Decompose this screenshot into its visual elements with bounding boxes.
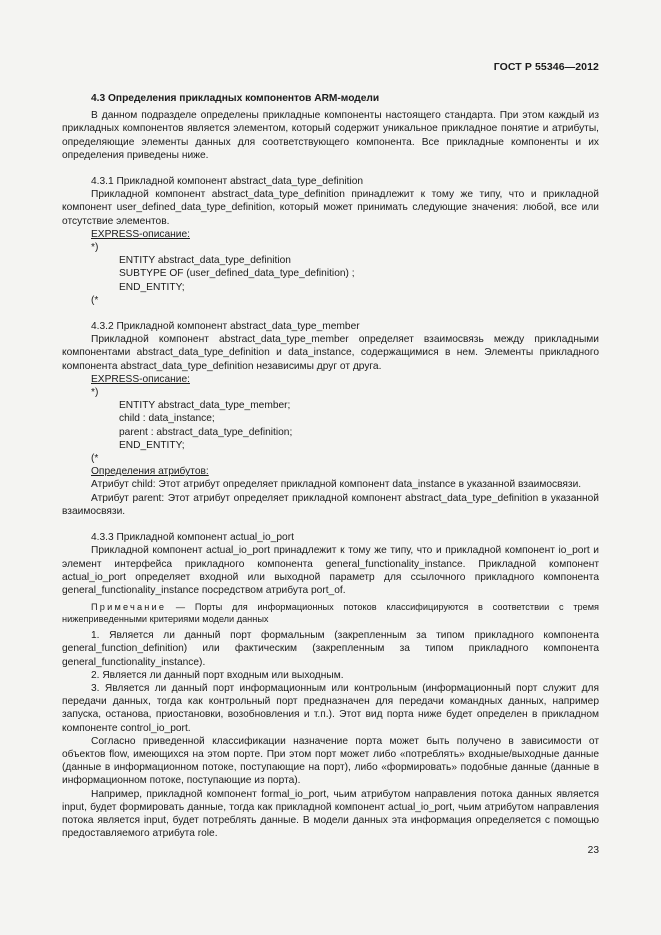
code-open-431: *) <box>91 242 99 254</box>
code-line-432-1: ENTITY abstract_data_type_member; <box>119 400 291 412</box>
code-close-431: (* <box>91 294 99 306</box>
note-text: — Порты для информационных потоков классифицируются в соответствии с тремя нижеприведенными критериями модели данных <box>62 602 599 625</box>
list-item-3: 3. Является ли данный порт информационным или контрольным (информационный порт служит для передачи данных, тогда как контрольный порт предназначен для передачи командных данных, например запуска, останова, приостановки, возобновления и т.п.). Этот вид порта ниже будет определен в прикладном компоненте control_io_port. <box>62 682 599 734</box>
express-label-431: EXPRESS-описание: <box>91 228 190 240</box>
express-label-432: EXPRESS-описание: <box>91 373 190 385</box>
attribute-child: Атрибут child: Этот атрибут определяет прикладной компонент data_instance в указанной взаимосвязи. <box>91 479 582 491</box>
paragraph-classification: Согласно приведенной классификации назначение порта может быть получено в зависимости от объектов flow, имеющихся на этом порте. При этом порт может либо «потреблять» входные/выходные данные (данные в информационном потоке, поступающие на порт), либо «формировать» подобные данные (данные в информационном потоке, поступающие из порта). <box>62 735 599 787</box>
code-line-431-3: END_ENTITY; <box>119 281 185 293</box>
note-label: Примечание <box>91 602 167 613</box>
section-intro: В данном подразделе определены прикладные компоненты настоящего стандарта. При этом каждый из прикладных компонентов является элементом, который содержит уникальное прикладное понятие и атрибуты, определяющие элементы данных для соответствующего компонента. Все прикладные компоненты и их определения приведены ниже. <box>62 110 599 161</box>
subsection-432-title: 4.3.2 Прикладной компонент abstract_data_type_member <box>91 321 360 333</box>
code-line-431-1: ENTITY abstract_data_type_definition <box>119 255 291 267</box>
list-item-2: 2. Является ли данный порт входным или выходным. <box>91 669 344 681</box>
subsection-431-text: Прикладной компонент abstract_data_type_definition принадлежит к тому же типу, что и прикладной компонент user_defined_data_type_definition, который может принимать следующие значения: любой, все или отсутствие элементов. <box>62 189 599 227</box>
section-title: 4.3 Определения прикладных компонентов ARM-модели <box>91 93 380 104</box>
code-line-431-2: SUBTYPE OF (user_defined_data_type_definition) ; <box>119 268 355 280</box>
subsection-431-title: 4.3.1 Прикладной компонент abstract_data_type_definition <box>91 176 364 188</box>
list-item-1: 1. Является ли данный порт формальным (закрепленным за типом прикладного компонента general_function_definition) или фактическим (закрепленным за типом прикладного компонента general_functionality_instance). <box>62 630 599 668</box>
paragraph-example: Например, прикладной компонент formal_io_port, чьим атрибутом направления потока данных является input, будет формировать данные, тогда как прикладной компонент actual_io_port, чьим атрибутом направления потока является input, будет потреблять данные. В модели данных эта информация определяется с помощью предоставляемого атрибута role. <box>62 788 599 840</box>
code-close-432: (* <box>91 453 99 465</box>
code-line-432-4: END_ENTITY; <box>119 439 185 451</box>
document-body <box>62 92 599 840</box>
subsection-432-text: Прикладной компонент abstract_data_type_member определяет взаимосвязь между прикладными компонентами abstract_data_type_definition и data_instance, содержащимися в нем. Элементы прикладного компонента abstract_data_type_definition независимы друг от друга. <box>62 334 599 372</box>
page-number: 23 <box>587 845 599 856</box>
subsection-433-title: 4.3.3 Прикладной компонент actual_io_port <box>91 532 294 544</box>
code-line-432-2: child : data_instance; <box>119 413 215 425</box>
code-open-432: *) <box>91 387 99 399</box>
subsection-433-text: Прикладной компонент actual_io_port принадлежит к тому же типу, что и прикладной компонент io_port и элемент интерфейса прикладного компонента general_functionality_instance. Прикладной компонент actual_io_port определяет входной или выходной параметр для ссылочного прикладного компонента general_functionality_instance посредством атрибута port_of. <box>62 545 599 596</box>
attribute-parent: Атрибут parent: Этот атрибут определяет прикладной компонент abstract_data_type_definition в указанной взаимосвязи. <box>62 492 599 517</box>
standard-number: ГОСТ Р 55346—2012 <box>493 61 599 73</box>
code-line-432-3: parent : abstract_data_type_definition; <box>119 426 293 438</box>
note <box>62 601 599 625</box>
attributes-label: Определения атрибутов: <box>91 466 209 478</box>
